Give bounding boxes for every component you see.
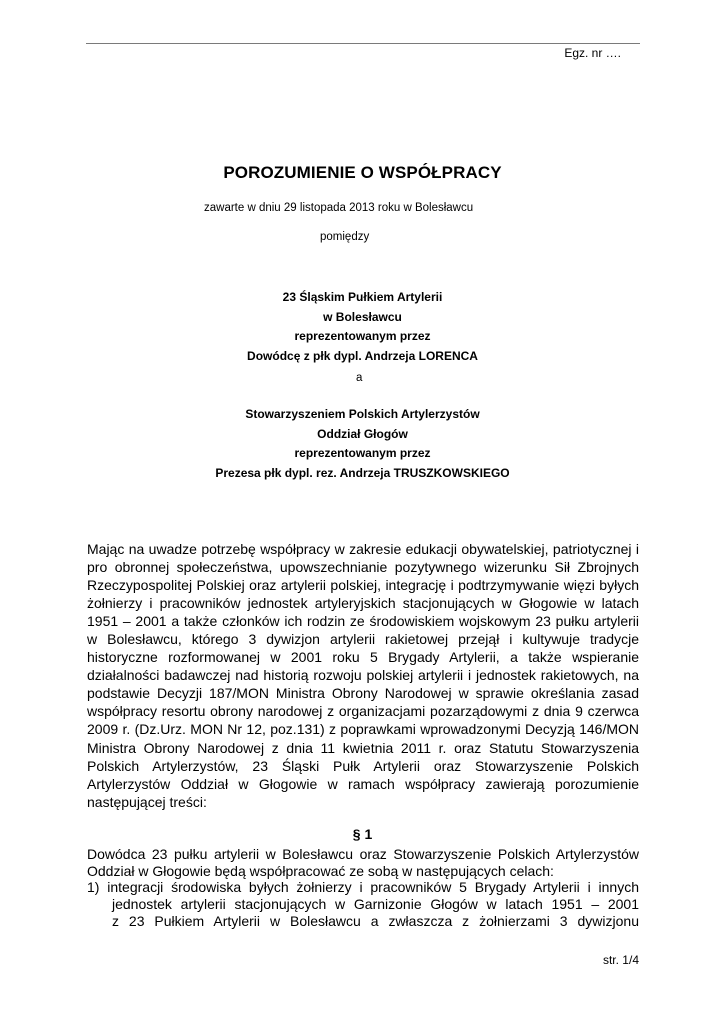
between-word: pomiędzy [320,231,370,243]
section-1-paragraph-line: Oddział w Głogowie będą współpracować ze sobą w następujących celach: [87,863,554,879]
section-1-paragraph-line: Dowódca 23 pułku artylerii w Bolesławcu oraz Stowarzyszenie Polskich Artylerzystów [87,846,639,862]
party-2-line: Prezesa płk dypl. rez. Andrzeja TRUSZKOWSKIEGO [215,465,510,480]
concluded-line: zawarte w dniu 29 listopada 2013 roku w Bolesławcu [204,202,474,214]
party-2-line: Oddział Głogów [317,426,408,441]
party-2-line: reprezentowanym przez [294,446,431,460]
section-1-paragraph [87,846,639,880]
document-title: POROZUMIENIE O WSPÓŁPRACY [223,163,502,182]
section-1-list [87,879,639,930]
party-1-line: Dowódcę z płk dypl. Andrzeja LORENCA [247,348,478,363]
section-1-heading: § 1 [352,826,373,842]
list-item-line: z 23 Pułkiem Artylerii w Bolesławcu a zwłaszcza z żołnierzami 3 dywizjonu [112,913,639,929]
party-2-line: Stowarzyszeniem Polskich Artylerzystów [245,407,480,421]
intro-paragraph: Mając na uwadze potrzebę współpracy w zakresie edukacji obywatelskiej, patriotycznej i pro obronnej społeczeństwa, upowszechnianie pozytywnego wizerunku Sił Zbrojnych Rzeczypospolitej Polskiej oraz artylerii polskiej, integrację i podtrzymywanie więzi byłych żołnierzy i pracowników jednostek artyleryjskich stacjonujących w Głogowie w latach 1951 – 2001 a także członków ich rodzin ze środowiskiem wojskowym 23 pułku artylerii w Bolesławcu, którego 3 dywizjon artylerii rakietowej przejął i kultywuje tradycje historyczne rozformowanej w 2001 roku 5 Brygady Artylerii, a także wspieranie działalności badawczej nad historią rozwoju polskiej artylerii i jednostek rakietowych, na podstawie Decyzji 187/MON Ministra Obrony Narodowej w sprawie określania zasad współpracy resortu obrony narodowej z organizacjami pozarządowymi z dnia 9 czerwca 2009 r. (Dz.Urz. MON Nr 12, poz.131) z poprawkami wprowadzonymi Decyzją 146/MON Ministra Obrony Narodowej z dnia 11 kwietnia 2011 r. oraz Statutu Stowarzyszenia Polskich Artylerzystów, 23 Śląski Pułk Artylerii oraz Stowarzyszenie Polskich Artylerzystów Oddział w Głogowie w ramach współpracy zawierają porozumienie następującej treści: [87,541,639,810]
copy-number: Egz. nr …. [564,46,621,60]
party-1-line: 23 Śląskim Pułkiem Artylerii [282,290,443,304]
party-1-line: w Bolesławcu [323,309,402,324]
page-number: str. 1/4 [602,953,639,967]
list-item-line: 1) integracji środowiska byłych żołnierzy i pracowników 5 Brygady Artylerii i innych [87,879,639,895]
list-item-line: jednostek artylerii stacjonujących w Garnizonie Głogów w latach 1951 – 2001 [112,896,639,912]
party-1-block [0,288,725,366]
party-2-block [0,405,725,483]
party-1-line: reprezentowanym przez [294,329,431,343]
header-rule [86,43,640,44]
conjunction: a [356,372,363,384]
